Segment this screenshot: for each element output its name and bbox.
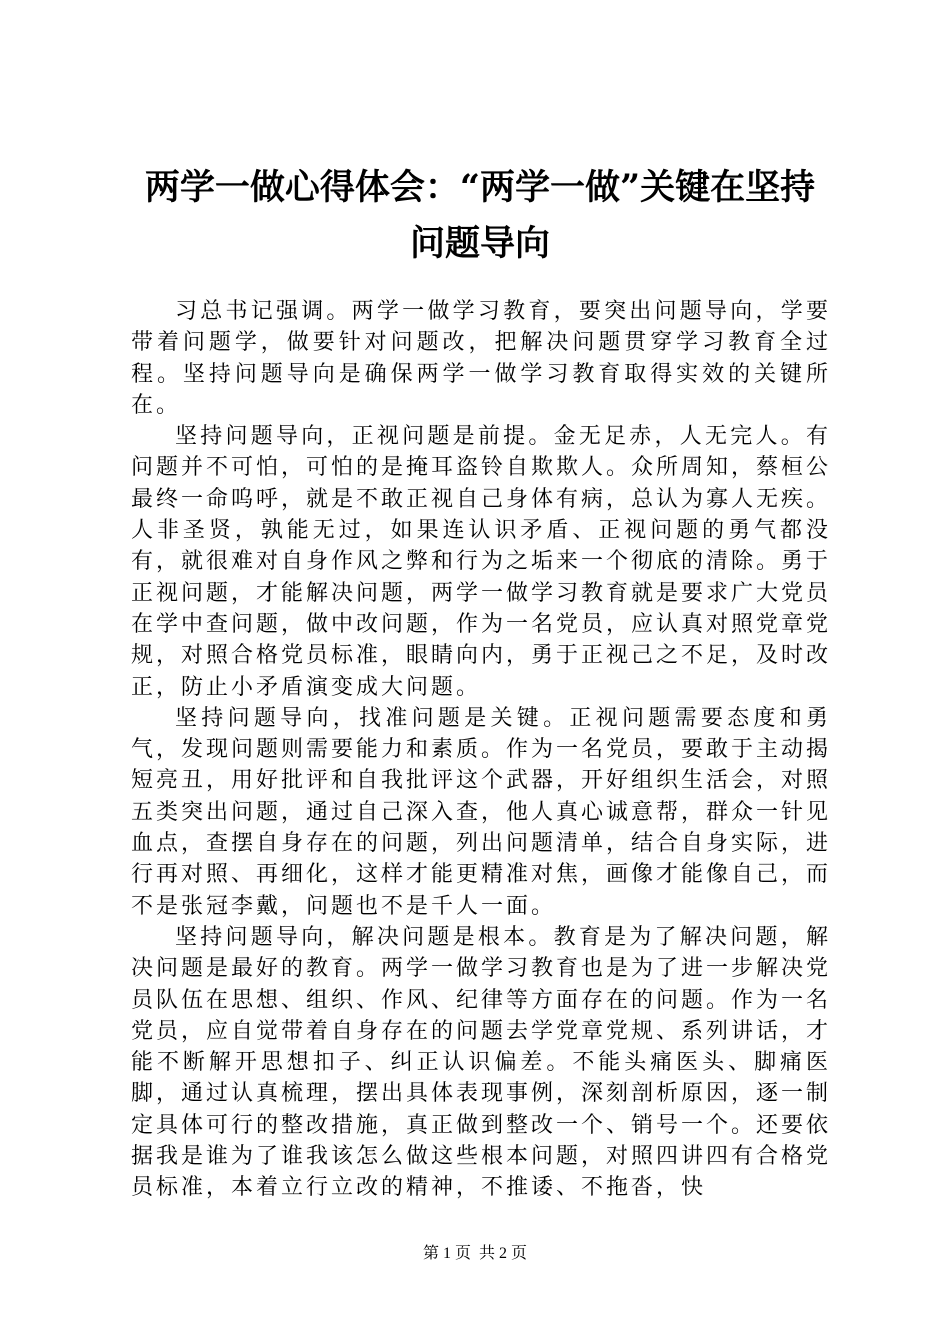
paragraph-1: 习总书记强调。两学一做学习教育，要突出问题导向，学要带着问题学，做要针对问题改，把解决问题贯穿学习教育全过程。坚持问题导向是确保两学一做学习教育取得实效的关键所在。 — [131, 299, 831, 418]
title-line-2: 问题导向 — [409, 223, 550, 264]
paragraph-4: 坚持问题导向，解决问题是根本。教育是为了解决问题，解决问题是最好的教育。两学一做学习教育也是为了进一步解决党员队伍在思想、组织、作风、纪律等方面存在的问题。作为一名党员，应自觉带着自身存在的问题去学党章党规、系列讲话，才能不断解开思想扣子、纠正认识偏差。不能头痛医头、脚痛医脚，通过认真梳理，摆出具体表现事例，深刻剖析原因，逐一制定具体可行的整改措施，真正做到整改一个、销号一个。还要依据我是谁为了谁我该怎么做这些根本问题，对照四讲四有合格党员标准，本着立行立改的精神，不推诿、不拖沓，快 — [131, 924, 832, 1201]
document-body — [131, 296, 831, 1204]
paragraph-3: 坚持问题导向，找准问题是关键。正视问题需要态度和勇气，发现问题则需要能力和素质。作为一名党员，要敢于主动揭短亮丑，用好批评和自我批评这个武器，开好组织生活会，对照五类突出问题，通过自己深入查，他人真心诚意帮，群众一针见血点，查摆自身存在的问题，列出问题清单，结合自身实际，进行再对照、再细化，这样才能更精准对焦，画像才能像自己，而不是张冠李戴，问题也不是千人一面。 — [131, 705, 832, 919]
document-title — [120, 160, 840, 272]
page-footer — [0, 1244, 950, 1264]
page-number: 第 1 页 共 2 页 — [422, 1245, 527, 1262]
title-line-1: 两学一做心得体会：“两学一做”关键在坚持 — [144, 167, 816, 208]
paragraph-2: 坚持问题导向，正视问题是前提。金无足赤，人无完人。有问题并不可怕，可怕的是掩耳盗铃自欺欺人。众所周知，蔡桓公最终一命呜呼，就是不敢正视自己身体有病，总认为寡人无疾。人非圣贤，孰能无过，如果连认识矛盾、正视问题的勇气都没有，就很难对自身作风之弊和行为之垢来一个彻底的清除。勇于正视问题，才能解决问题，两学一做学习教育就是要求广大党员在学中查问题，做中改问题，作为一名党员，应认真对照党章党规，对照合格党员标准，眼睛向内，勇于正视己之不足，及时改正，防止小矛盾演变成大问题。 — [131, 424, 832, 700]
